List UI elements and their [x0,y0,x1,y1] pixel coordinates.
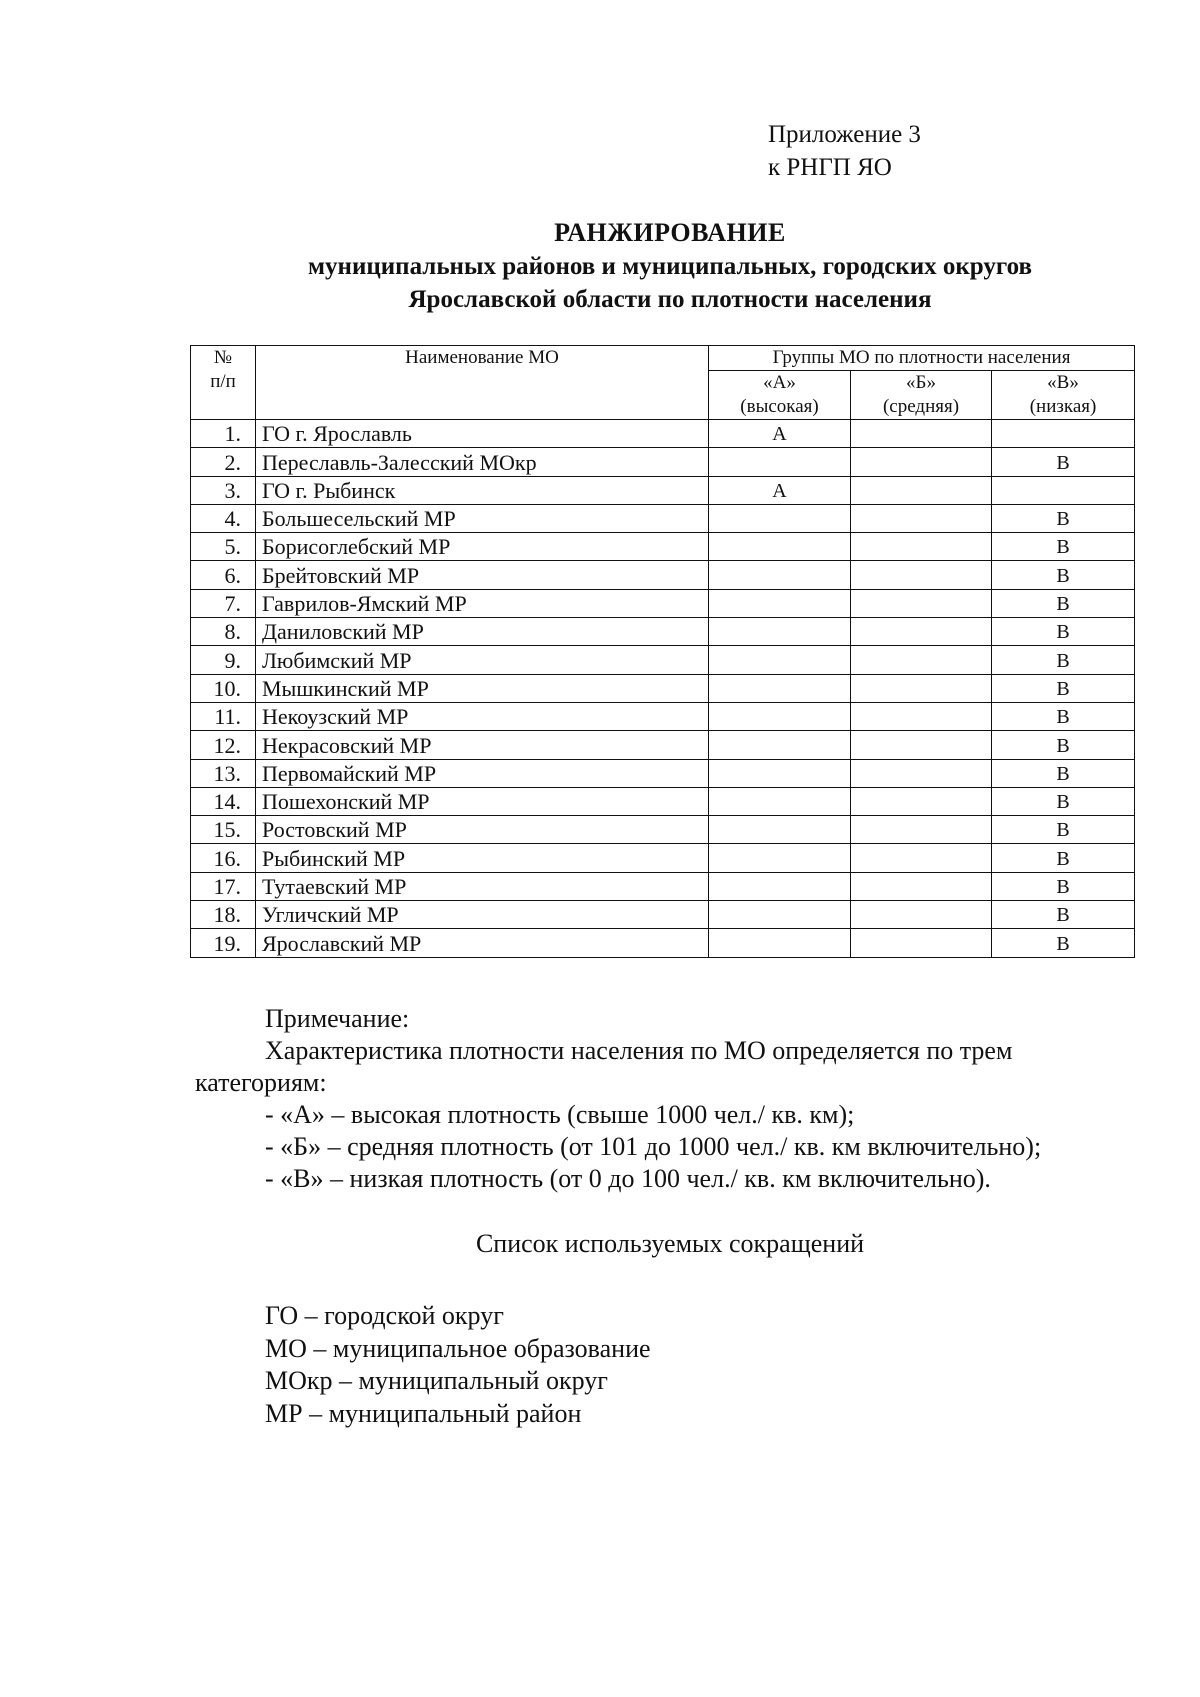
row-group-b [851,420,992,448]
row-group-a [709,702,851,730]
row-group-b [851,589,992,617]
row-number: 9. [191,646,256,674]
row-group-a [709,674,851,702]
row-group-a [709,872,851,900]
row-number: 4. [191,504,256,532]
row-group-a [709,929,851,957]
row-group-v: В [992,504,1135,532]
row-mo-name: Большесельский МР [256,504,709,532]
row-group-a [709,561,851,589]
header-groups: Группы МО по плотности населения [709,346,1135,371]
row-mo-name: Пошехонский МР [256,787,709,815]
abbreviation-item: ГО – городской округ [265,1301,504,1330]
table-body [191,420,1135,958]
row-number: 13. [191,759,256,787]
row-group-v: В [992,929,1135,957]
table-row [191,646,1135,674]
row-group-v: В [992,702,1135,730]
row-number: 3. [191,476,256,504]
notes-item-b: - «Б» – средняя плотность (от 101 до 1000 чел./ кв. км включительно); [265,1132,1042,1161]
row-group-b [851,731,992,759]
row-mo-name: Некрасовский МР [256,731,709,759]
row-number: 7. [191,589,256,617]
table-row [191,816,1135,844]
table-row [191,787,1135,815]
row-mo-name: Даниловский МР [256,618,709,646]
row-group-a: А [709,476,851,504]
row-number: 18. [191,901,256,929]
row-group-b [851,787,992,815]
row-group-b [851,816,992,844]
table-row [191,533,1135,561]
row-number: 17. [191,872,256,900]
row-group-a [709,787,851,815]
row-group-v [992,420,1135,448]
notes-intro-line-1: Характеристика плотности населения по МО определяется по трем [265,1036,1013,1065]
row-group-a [709,533,851,561]
row-group-b [851,844,992,872]
row-group-b [851,561,992,589]
table-row [191,448,1135,476]
row-group-b [851,646,992,674]
row-group-b [851,674,992,702]
document-title [170,216,1170,316]
row-group-b [851,448,992,476]
row-group-b [851,533,992,561]
table-row [191,702,1135,730]
row-group-a [709,816,851,844]
table-row [191,844,1135,872]
row-number: 10. [191,674,256,702]
row-group-a: А [709,420,851,448]
row-group-a [709,731,851,759]
row-group-b [851,702,992,730]
row-mo-name: Первомайский МР [256,759,709,787]
row-group-b [851,618,992,646]
ranking-table [190,345,1135,958]
table-row [191,618,1135,646]
row-group-v [992,476,1135,504]
header-group-b: «Б» (средняя) [851,371,992,420]
row-mo-name: ГО г. Рыбинск [256,476,709,504]
row-mo-name: Мышкинский МР [256,674,709,702]
table-row [191,929,1135,957]
row-number: 14. [191,787,256,815]
row-group-a [709,589,851,617]
row-group-v: В [992,646,1135,674]
row-number: 8. [191,618,256,646]
abbreviation-item: МОкр – муниципальный округ [265,1366,608,1395]
row-mo-name: Тутаевский МР [256,872,709,900]
row-mo-name: Любимский МР [256,646,709,674]
row-group-v: В [992,674,1135,702]
row-mo-name: Некоузский МР [256,702,709,730]
table-row [191,901,1135,929]
row-group-v: В [992,759,1135,787]
title-subtitle-1: муниципальных районов и муниципальных, городских округов [308,253,1032,280]
row-group-a [709,618,851,646]
abbreviation-item: МО – муниципальное образование [265,1333,651,1363]
table-row [191,872,1135,900]
appendix-line-2: к РНГП ЯО [768,154,892,181]
table-row [191,476,1135,504]
row-group-v: В [992,844,1135,872]
row-number: 15. [191,816,256,844]
row-group-v: В [992,872,1135,900]
row-group-a [709,844,851,872]
table-row [191,731,1135,759]
row-number: 1. [191,420,256,448]
table-row [191,420,1135,448]
row-group-a [709,901,851,929]
row-group-b [851,504,992,532]
row-mo-name: Ростовский МР [256,816,709,844]
row-group-b [851,872,992,900]
row-group-v: В [992,731,1135,759]
table-row [191,674,1135,702]
header-group-a: «А» (высокая) [709,371,851,420]
notes-section [195,1003,1135,1195]
header-num: № п/п [191,346,256,420]
row-group-a [709,646,851,674]
appendix-line-1: Приложение 3 [768,121,921,148]
row-group-v: В [992,618,1135,646]
abbreviations-list [265,1300,651,1430]
row-group-v: В [992,561,1135,589]
title-main: РАНЖИРОВАНИЕ [554,218,786,247]
row-mo-name: ГО г. Ярославль [256,420,709,448]
row-group-v: В [992,589,1135,617]
row-mo-name: Ярославский МР [256,929,709,957]
row-group-b [851,476,992,504]
row-group-a [709,504,851,532]
row-mo-name: Рыбинский МР [256,844,709,872]
header-name: Наименование МО [256,346,709,420]
row-number: 16. [191,844,256,872]
row-group-v: В [992,533,1135,561]
table-row [191,561,1135,589]
table-row [191,759,1135,787]
row-number: 2. [191,448,256,476]
row-mo-name: Борисоглебский МР [256,533,709,561]
row-group-v: В [992,901,1135,929]
row-group-b [851,929,992,957]
notes-heading: Примечание: [265,1004,410,1033]
row-group-v: В [992,448,1135,476]
row-group-a [709,448,851,476]
row-number: 5. [191,533,256,561]
row-mo-name: Брейтовский МР [256,561,709,589]
notes-item-a: - «А» – высокая плотность (свыше 1000 чел./ кв. км); [265,1100,855,1129]
row-mo-name: Угличский МР [256,901,709,929]
row-number: 11. [191,702,256,730]
row-group-v: В [992,787,1135,815]
row-group-a [709,759,851,787]
row-number: 6. [191,561,256,589]
notes-item-v: - «В» – низкая плотность (от 0 до 100 чел./ кв. км включительно). [265,1164,991,1193]
row-mo-name: Гаврилов-Ямский МР [256,589,709,617]
row-group-v: В [992,816,1135,844]
title-subtitle-2: Ярославской области по плотности населения [408,286,932,313]
row-group-b [851,901,992,929]
table-row [191,589,1135,617]
row-group-b [851,759,992,787]
row-number: 19. [191,929,256,957]
row-mo-name: Переславль-Залесский МОкр [256,448,709,476]
abbreviations-title: Список используемых сокращений [475,1229,865,1258]
header-group-v: «В» (низкая) [992,371,1135,420]
notes-intro-line-2: категориям: [195,1068,327,1097]
abbreviation-item: МР – муниципальный район [265,1398,582,1428]
row-number: 12. [191,731,256,759]
appendix-label [768,118,921,184]
table-row [191,504,1135,532]
